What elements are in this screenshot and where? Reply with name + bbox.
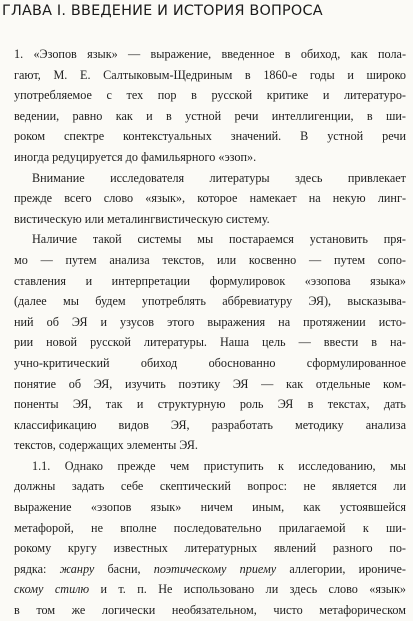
- text-line: мо — путем анализа текстов, или косвенно — путем сопо-: [14, 252, 406, 267]
- text-line: роком спектре контекстуальных значений. В устной речи: [14, 129, 406, 144]
- text-line: ставления и интерпретации формулировок «эзопова языка»: [14, 273, 406, 288]
- text-line: иногда редуцируется до фамильярного «эзоп».: [14, 149, 257, 164]
- text-line: рии новой русской литературы. Наша цель — ввести в на-: [14, 335, 406, 350]
- chapter-heading: ГЛАВА I. ВВЕДЕНИЕ И ИСТОРИЯ ВОПРОСА: [2, 3, 323, 19]
- text-line: 1.1. Однако прежде чем приступить к исследованию, мы: [32, 458, 406, 473]
- text-line: должны задать себе скептический вопрос: не является ли: [14, 479, 406, 494]
- text-line-mixed: [14, 579, 406, 600]
- text-line: выражение «эзопов язык» ничем иным, как устоявшейся: [14, 500, 406, 515]
- text-run: аллегории, ирониче-: [276, 561, 406, 576]
- italic-run: поэтическому приему: [153, 561, 277, 576]
- text-run: басни,: [94, 561, 154, 576]
- text-line: прежде всего слово «язык», которое намекает на некую линг-: [14, 191, 406, 206]
- text-line: рокому кругу известных литературных явлений разного по-: [14, 541, 406, 556]
- text-line: 1. «Эзопов язык» — выражение, введенное в обиход, как пола-: [14, 47, 406, 61]
- text-line: в том же логически необязательном, чисто метафорическом: [14, 603, 406, 618]
- text-line: Наличие такой системы мы постараемся установить пря-: [32, 232, 406, 247]
- text-line: метафорой, не вполне последовательно прилагаемой к ши-: [14, 520, 406, 535]
- text-line: поненты ЭЯ, так и структурную роль ЭЯ в текстах, дать: [14, 397, 406, 412]
- body-text: [14, 44, 406, 621]
- text-line: учно-критический обиход обоснованно сформулированное: [14, 355, 406, 370]
- italic-run: скому стилю: [14, 582, 90, 597]
- text-line: употребляемое с тех пор в русской критике и литературо-: [14, 88, 406, 103]
- text-line: (далее мы будем употреблять аббревиатуру ЭЯ), высказыва-: [14, 294, 406, 309]
- text-line: ведении, равно как и в устной речи интеллигенции, в ши-: [14, 108, 406, 123]
- italic-run: жанру: [59, 561, 95, 576]
- text-line: понятие об ЭЯ, изучить поэтику ЭЯ — как отдельные ком-: [14, 376, 406, 391]
- text-run: и т. п. Не использовано ли здесь слово «язык»: [89, 582, 406, 597]
- text-line: гают, М. Е. Салтыковым-Щедриным в 1860-е годы и широко: [14, 67, 406, 82]
- text-line-mixed: [14, 559, 406, 580]
- text-line: Внимание исследователя литературы здесь привлекает: [32, 170, 406, 185]
- text-line: текстов, содержащих элементы ЭЯ.: [14, 438, 198, 453]
- text-line: ний об ЭЯ и узусов этого выражения на протяжении исто-: [14, 314, 406, 329]
- text-line: классификацию видов ЭЯ, разработать методику анализа: [14, 417, 406, 432]
- text-line: вистическую или металингвистическую систему.: [14, 211, 270, 226]
- text-run: рядка:: [14, 561, 60, 576]
